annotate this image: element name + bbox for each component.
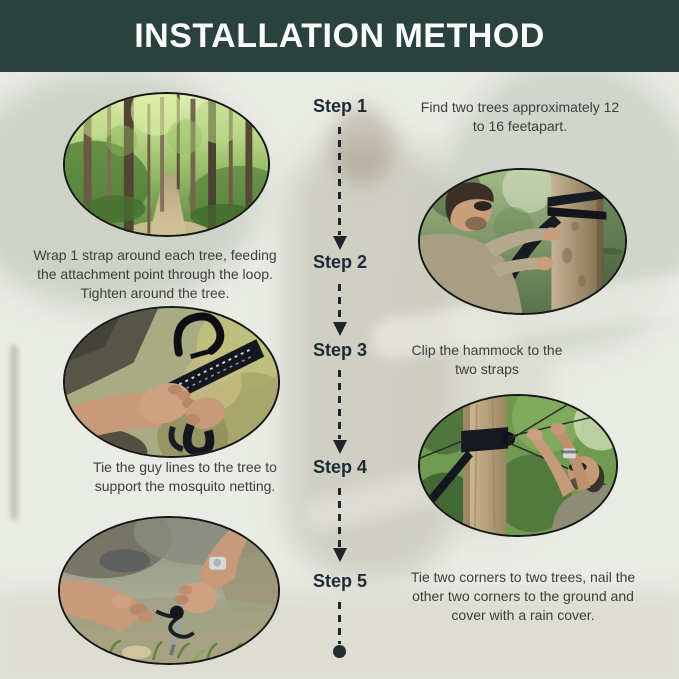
ground-stake-photo-illustration bbox=[60, 518, 278, 663]
strap-tree-photo-illustration bbox=[420, 170, 625, 313]
step-5-label: Step 5 bbox=[313, 571, 368, 591]
flow-dashed-line-2 bbox=[338, 284, 341, 321]
arrow-down-icon bbox=[333, 548, 347, 562]
flow-end-dot-icon bbox=[333, 645, 346, 658]
flow-dashed-line-3 bbox=[338, 370, 341, 439]
background-tree-pole bbox=[10, 345, 18, 520]
step-2-description: Wrap 1 strap around each tree, feeding the attachment point through the loop. Tighten around the tree. bbox=[33, 247, 277, 301]
photo-strap-tree-oval bbox=[418, 168, 627, 315]
arrow-down-icon bbox=[333, 236, 347, 250]
step-4-label: Step 4 bbox=[313, 457, 368, 477]
arrow-down-icon bbox=[333, 440, 347, 454]
guy-line-photo-illustration bbox=[420, 396, 616, 535]
step-3-description: Clip the hammock to the two straps bbox=[411, 342, 563, 377]
page-title: INSTALLATION METHOD bbox=[134, 16, 545, 55]
step-1-label: Step 1 bbox=[313, 96, 368, 116]
photo-ground-stake-oval bbox=[58, 516, 280, 665]
forest-photo-illustration bbox=[65, 94, 268, 235]
step-1-description: Find two trees approximately 12 to 16 feetapart. bbox=[420, 99, 620, 134]
carabiner-photo-illustration bbox=[65, 308, 278, 456]
flow-dashed-line-4 bbox=[338, 488, 341, 547]
step-4-description: Tie the guy lines to the tree to support the mosquito netting. bbox=[93, 459, 277, 494]
flow-dashed-line-5 bbox=[338, 602, 341, 644]
step-3-label: Step 3 bbox=[313, 340, 368, 360]
photo-carabiner-oval bbox=[63, 306, 280, 458]
photo-forest-oval bbox=[63, 92, 270, 237]
step-5-description: Tie two corners to two trees, nail the other two corners to the ground and cover with a rain cover. bbox=[410, 569, 636, 623]
flow-dashed-line-1 bbox=[338, 127, 341, 235]
arrow-down-icon bbox=[333, 322, 347, 336]
header-banner bbox=[0, 0, 679, 72]
photo-guy-line-oval bbox=[418, 394, 618, 537]
step-2-label: Step 2 bbox=[313, 252, 368, 272]
